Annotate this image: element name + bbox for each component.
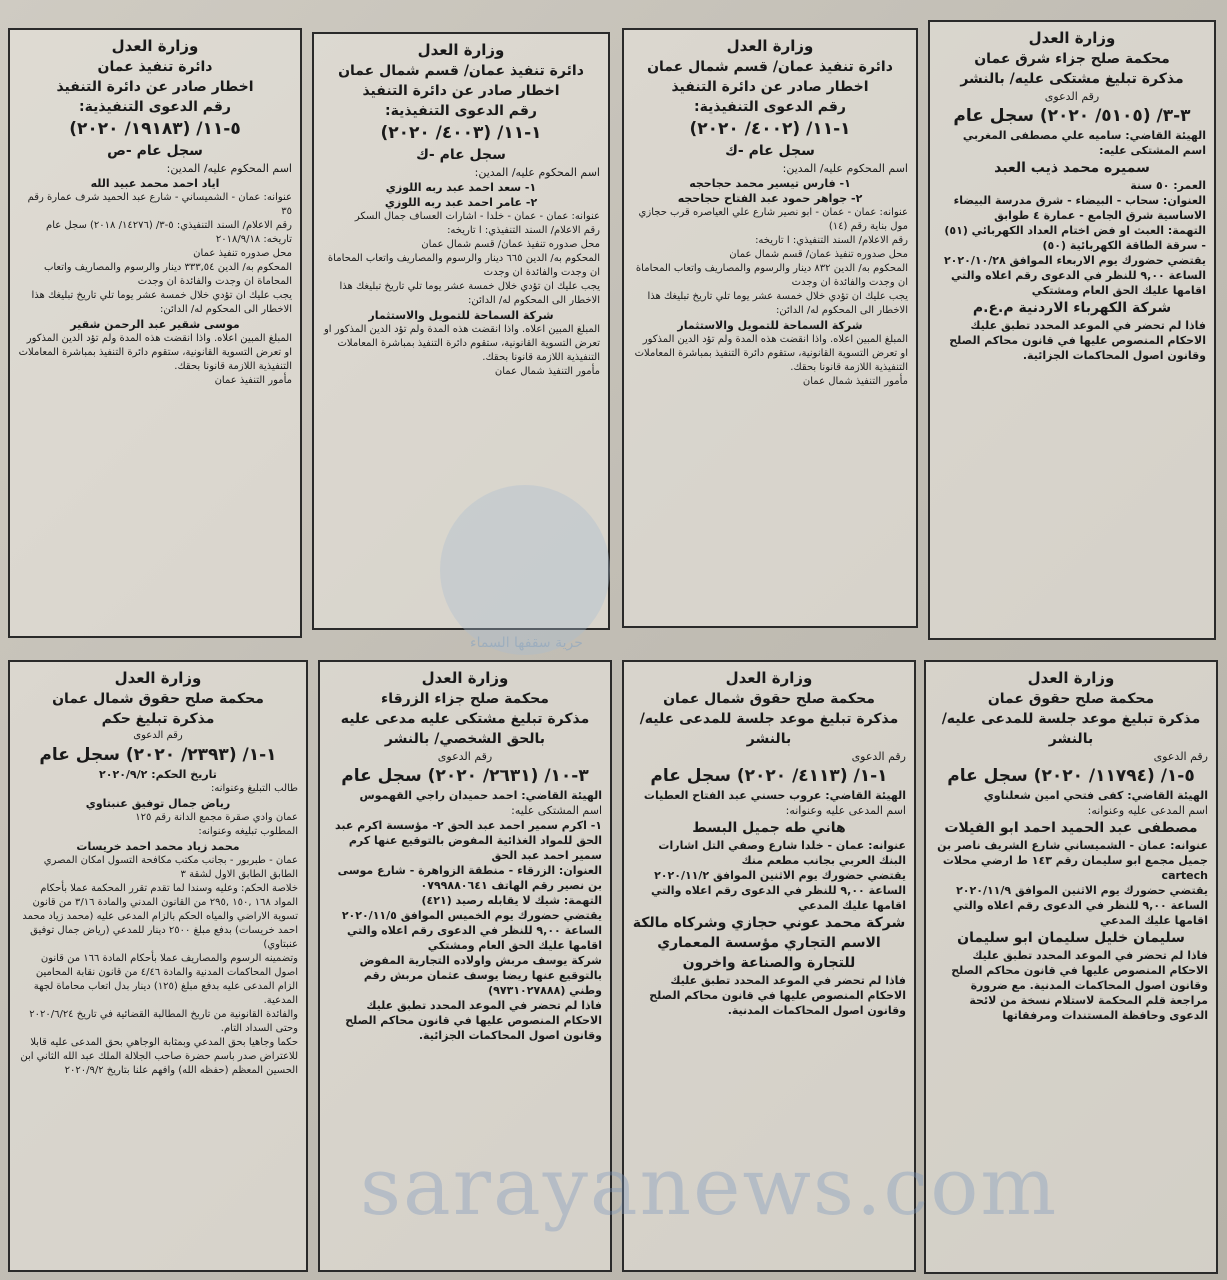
notice-line: يقتضي حضورك يوم الخميس الموافق ٢٠٢٠/١١/٥ الساعة ٩,٠٠ للنظر في الدعوى رقم اعلاه والتي اقامها عليك الحق العام ومشتكي	[341, 909, 602, 952]
notice-line: عمان وادي صقرة مجمع الدانة رقم ١٢٥	[135, 812, 298, 823]
notice-line: مأمور التنفيذ شمال عمان	[802, 376, 908, 387]
notice-line: اسم المحكوم عليه/ المدين:	[474, 166, 600, 179]
notice-execution-amman-19183	[8, 28, 302, 638]
notice-line: يجب عليك ان تؤدي خلال خمسة عشر يوما تلي تاريخ تبليغك هذا الاخطار الى المحكوم له/ الدائن:	[31, 290, 292, 315]
notice-line: ٣-٣/ (٥١٠٥/ ٢٠٢٠) سجل عام	[953, 106, 1191, 126]
notice-line: ١-١/ (٢٣٩٣/ ٢٠٢٠) سجل عام	[39, 745, 277, 765]
notice-line: رقم الدعوى التنفيذية:	[385, 103, 537, 119]
notice-line: والفائدة القانونية من تاريخ المطالبة القضائية في تاريخ ٢٠٢٠/٦/٢٤ وحتى السداد التام.	[29, 1009, 298, 1034]
notice-line: المبلغ المبين اعلاه. واذا انقضت هذه المدة ولم تؤد الدين المذكور او تعرض التسوية القانونية، ستقوم دائرة التنفيذ بمباشرة المعاملات التنفيذية اللازمة قانونا بحقك.	[18, 333, 292, 372]
notice-line: اسم المشتكى عليه:	[1099, 144, 1206, 157]
notice-line: العمر: ٥٠ سنة	[1130, 179, 1206, 192]
notice-line: المحكوم به/ الدين ٦٦٥ دينار والرسوم والمصاريف واتعاب المحاماة ان وجدت والفائدة ان وجدت	[327, 253, 600, 278]
notice-line: ١- اكرم سمير احمد عبد الحق ٢- مؤسسة اكرم عبد الحق للمواد الغذائية المفوض بالتوقيع عنها كرم سمير احمد عبد الحق	[335, 819, 602, 862]
notice-line: مذكرة تبليغ حكم	[101, 711, 215, 727]
notice-line: شركة السماحة للتمويل والاستثمار	[368, 309, 554, 322]
notice-line: مصطفى عبد الحميد احمد ابو الفيلات	[944, 820, 1198, 836]
notice-line: ١- سعد احمد عبد ربه اللوزي	[385, 181, 537, 194]
notice-line: رقم الدعوى	[1044, 90, 1100, 103]
notice-line: الهيئة القاضي: ساميه علي مصطفى المغربي	[962, 129, 1206, 142]
notice-line: محكمة صلح حقوق عمان	[987, 691, 1155, 707]
notice-line: ٥-١١/ (١٩١٨٣/ ٢٠٢٠)	[69, 119, 241, 139]
notice-line: المطلوب تبليغه وعنوانه:	[198, 826, 298, 837]
notice-line: مذكرة تبليغ مشتكى عليه/ بالنشر	[960, 71, 1184, 87]
notice-line: دائرة تنفيذ عمان/ قسم شمال عمان	[647, 59, 893, 75]
notice-line: رقم الدعوى	[1153, 750, 1208, 763]
notice-line: رقم الدعوى	[851, 750, 906, 763]
notice-line: ١-١١/ (٤٠٠٣/ ٢٠٢٠)	[380, 123, 542, 143]
notice-north-amman-judgment-2393	[8, 660, 308, 1272]
notice-line: مذكرة تبليغ موعد جلسة للمدعى عليه/ بالنشر	[639, 711, 899, 747]
notice-line: رقم الدعوى التنفيذية:	[694, 99, 846, 115]
notice-line: مذكرة تبليغ مشتكى عليه مدعى عليه بالحق الشخصي/ بالنشر	[340, 711, 590, 747]
notice-line: ٥-١/ (١١٧٩٤/ ٢٠٢٠) سجل عام	[947, 766, 1195, 786]
notice-line: ١-١١/ (٤٠٠٢/ ٢٠٢٠)	[689, 119, 851, 139]
notice-line: رقم الدعوى التنفيذية:	[79, 99, 231, 115]
notice-line: يجب عليك ان تؤدي خلال خمسة عشر يوما تلي تاريخ تبليغك هذا الاخطار الى المحكوم له/ الدائن:	[339, 281, 600, 306]
notice-line: فاذا لم تحضر في الموعد المحدد تطبق عليك الاحكام المنصوص عليها في قانون محاكم الصلح وقانون اصول المحاكمات الجزائية.	[949, 319, 1206, 362]
notice-line: محكمة صلح جزاء شرق عمان	[974, 51, 1170, 67]
notice-line: وزارة العدل	[725, 669, 813, 687]
notice-line: اخطار صادر عن دائرة التنفيذ	[56, 79, 254, 95]
notice-line: وزارة العدل	[417, 41, 505, 59]
notice-line: اسم المحكوم عليه/ المدين:	[782, 162, 908, 175]
watermark-slogan: حرية سقفها السماء	[470, 635, 583, 651]
notice-line: المحكوم به/ الدين ٣٣٣,٥٤ دينار والرسوم والمصاريف واتعاب المحاماة ان وجدت والفائدة ان وجدت	[43, 262, 292, 287]
notice-line: المبلغ المبين اعلاه. واذا انقضت هذه المدة ولم تؤد الدين المذكور او تعرض التسوية القانونية، ستقوم دائرة التنفيذ بمباشرة المعاملات التنفيذية اللازمة قانونا بحقك.	[323, 324, 600, 363]
notice-line: وزارة العدل	[726, 37, 814, 55]
notice-line: محكمة صلح حقوق شمال عمان	[52, 691, 264, 707]
notice-line: سليمان خليل سليمان ابو سليمان	[957, 930, 1185, 946]
notice-line: اياد احمد محمد عبيد الله	[90, 177, 220, 190]
notice-line: عنوانه: عمان - الشميساني - شارع عبد الحميد شرف عمارة رقم ٣٥	[27, 192, 292, 217]
notice-line: خلاصة الحكم: وعليه وسندا لما تقدم تقرر المحكمة عملا بأحكام المواد ١٦٨ ,١٥٠ ,٢٩٥ من القانون المدني والمادة ٣/١٦ من قانون تسوية الاراضي والمياه الحكم بالزام المدعى عليه (محمد زياد محمد احمد خريسات) بدفع مبلغ ٢٥٠٠ دينار للمدعي (رياض جمال توفيق عنبتاوي)	[22, 883, 298, 950]
notice-line: محكمة صلح حقوق شمال عمان	[663, 691, 875, 707]
notice-line: رقم الدعوى	[133, 730, 183, 741]
notice-line: العنوان: الزرقاء - منطقة الزواهرة - شارع موسى بن نصير رقم الهاتف ٠٧٩٩٨٨٠٦٤١	[337, 864, 602, 892]
notice-line: رقم الاعلام/ السند التنفيذي: ا تاريخه:	[447, 225, 600, 236]
notice-line: محل صدوره تنفيذ عمان/ قسم شمال عمان	[421, 239, 600, 250]
notice-line: هاني طه جميل البسط	[692, 820, 846, 836]
notice-line: محل صدوره تنفيذ عمان/ قسم شمال عمان	[729, 249, 908, 260]
notice-line: التهمة: العبث او فض اختام العداد الكهربائي (٥١) - سرقة الطاقة الكهربائية (٥٠)	[944, 224, 1206, 252]
notice-line: وزارة العدل	[111, 37, 199, 55]
notice-line: الهيئة القاضي: كفى فتحي امين شعلناوي	[983, 789, 1208, 802]
notice-line: اسم المحكوم عليه/ المدين:	[166, 162, 292, 175]
notice-line: ١-١/ (٤١١٣/ ٢٠٢٠) سجل عام	[650, 766, 888, 786]
notice-line: وزارة العدل	[114, 669, 202, 687]
notice-line: سميره محمد ذيب العبد	[994, 160, 1150, 176]
notice-line: اسم المدعى عليه وعنوانه:	[785, 804, 906, 817]
notice-line: مذكرة تبليغ موعد جلسة للمدعى عليه/ بالنشر	[941, 711, 1201, 747]
watermark-logo	[440, 485, 610, 655]
notice-line: الهيئة القاضي: احمد حميدان راجي القهموس	[359, 789, 602, 802]
notice-line: محمد زياد محمد احمد خريسات	[76, 840, 240, 853]
notice-line: موسى شقير عبد الرحمن شقير	[70, 318, 240, 331]
notice-line: دائرة تنفيذ عمان/ قسم شمال عمان	[338, 63, 584, 79]
notice-line: شركة السماحة للتمويل والاستثمار	[677, 319, 863, 332]
notice-line: يقتضي حضورك يوم الاثنين الموافق ٢٠٢٠/١١/٢ الساعة ٩,٠٠ للنظر في الدعوى رقم اعلاه والتي اقامها عليك المدعي	[651, 869, 906, 912]
notice-line: فاذا لم تحضر في الموعد المحدد تطبق عليك الاحكام المنصوص عليها في قانون محاكم الصلح وقانون اصول المحاكمات الجزائية.	[345, 999, 602, 1042]
notice-line: رقم الدعوى	[437, 750, 493, 763]
notice-line: شركة يوسف مربش واولاده التجارية المفوض بالتوقيع عنها ريضا يوسف عثمان مربش رقم وطني (٩٧٣١٠٢٧٨٨٨)	[359, 954, 602, 997]
notice-line: وزارة العدل	[1028, 29, 1116, 47]
notice-line: رقم الاعلام/ السند التنفيذي: ا تاريخه:	[755, 235, 908, 246]
notice-line: مأمور التنفيذ شمال عمان	[494, 366, 600, 377]
notice-line: رقم الاعلام/ السند التنفيذي: ٥-٣/ (١٤٢٧٦/ ٢٠١٨) سجل عام تاريخه: ٢٠١٨/٩/١٨	[46, 220, 292, 245]
notice-line: التهمة: شيك لا يقابله رصيد (٤٢١)	[421, 894, 602, 907]
notice-line: محكمة صلح جزاء الزرقاء	[381, 691, 549, 707]
notice-line: سجل عام -ص	[107, 143, 203, 159]
notice-line: شركة الكهرباء الاردنية م.ع.م	[972, 300, 1172, 316]
notice-line: وتضمينه الرسوم والمصاريف عملا بأحكام المادة ١٦٦ من قانون اصول المحاكمات المدنية والمادة ٤/٤٦ من قانون نقابة المحامين الزام المدعى عليه بدفع مبلغ (١٢٥) دينار بدل اتعاب محاماة لجهة المدعية.	[33, 953, 298, 1006]
notice-line: حكما وجاهيا بحق المدعي وبمثابة الوجاهي بحق المدعى عليه قابلا للاعتراض صدر باسم حضرة صاحب الجلالة الملك عبد الله الثاني ابن الحسين المعظم (حفظه الله) وافهم علنا بتاريخ ٢٠٢٠/٩/٢	[20, 1037, 298, 1076]
notice-line: اخطار صادر عن دائرة التنفيذ	[362, 83, 560, 99]
notice-line: رياض جمال توفيق عنبتاوي	[85, 797, 231, 810]
notice-line: ٣-١٠/ (٢٦٣١/ ٢٠٢٠) سجل عام	[341, 766, 589, 786]
notice-line: اسم المشتكى عليه:	[511, 804, 602, 817]
notice-line: عنوانه: عمان - الشميساني شارع الشريف ناصر بن جميل مجمع ابو سليمان رقم ١٤٣ ط ارضي محلات cartech	[937, 839, 1208, 882]
notice-line: تاريخ الحكم: ٢٠٢٠/٩/٢	[99, 768, 217, 781]
notice-line: فاذا لم تحضر في الموعد المحدد تطبق عليك الاحكام المنصوص عليها في قانون محاكم الصلح وقانون اصول المحاكمات المدنية.	[649, 974, 906, 1017]
notice-line: عنوانه: عمان - عمان - خلدا - اشارات العساف جمال السكر	[354, 211, 600, 222]
notice-line: يجب عليك ان تؤدي خلال خمسة عشر يوما تلي تاريخ تبليغك هذا الاخطار الى المحكوم له/ الدائن:	[647, 291, 908, 316]
notice-line: فاذا لم تحضر في الموعد المحدد تطبق عليك الاحكام المنصوص عليها في قانون محاكم الصلح وقانون اصول المحاكمات المدنية. مع ضرورة مراجعة قلم المحكمة لاستلام نسخة من لائحة الدعوى وحافظة المستندات ومرفقاتها	[951, 949, 1208, 1022]
notice-line: يقتضي حضورك يوم الاثنين الموافق ٢٠٢٠/١١/٩ الساعة ٩,٠٠ للنظر في الدعوى رقم اعلاه والتي اقامها عليك المدعي	[953, 884, 1208, 927]
notice-east-amman-criminal	[928, 20, 1216, 640]
notice-line: عنوانه: عمان - عمان - ابو نصير شارع علي العياصره قرب حجازي مول بناية رقم (١٤)	[638, 207, 908, 232]
notice-line: وزارة العدل	[421, 669, 509, 687]
notice-line: محل صدوره تنفيذ عمان	[193, 248, 292, 259]
notice-line: عمان - طبربور - بجانب مكتب مكافحة التسول امكان المصري الطابق الطابق الاول لشقة ٣	[43, 855, 298, 880]
notice-line: المبلغ المبين اعلاه. واذا انقضت هذه المدة ولم تؤد الدين المذكور او تعرض التسوية القانونية، ستقوم دائرة التنفيذ بمباشرة المعاملات التنفيذية اللازمة قانونا بحقك.	[634, 334, 908, 373]
notice-line: ٢- عامر احمد عبد ربه اللوزي	[384, 196, 538, 209]
notice-line: عنوانه: عمان - خلدا شارع وصفي التل اشارات البنك العربي بجانب مطعم منك	[658, 839, 906, 867]
site-watermark: sarayanews.com	[360, 1140, 1059, 1233]
notice-execution-north-amman-4002	[622, 28, 918, 628]
notice-line: اخطار صادر عن دائرة التنفيذ	[671, 79, 869, 95]
notice-line: الهيئة القاضي: عروب حسني عبد الفتاح العطيات	[643, 789, 906, 802]
notice-line: طالب التبليغ وعنوانه:	[210, 783, 298, 794]
notice-line: المحكوم به/ الدين ٨٣٢ دينار والرسوم والمصاريف واتعاب المحاماة ان وجدت والفائدة ان وجدت	[635, 263, 908, 288]
notice-line: اسم المدعى عليه وعنوانه:	[1087, 804, 1208, 817]
notice-line: وزارة العدل	[1027, 669, 1115, 687]
notice-line: سجل عام -ك	[416, 147, 506, 163]
notice-line: العنوان: سحاب - البيضاء - شرق مدرسة البيضاء الاساسية شرق الجامع - عمارة ٤ طوابق	[953, 194, 1206, 222]
notice-line: ٢- جواهر حمود عبد الفتاح حجاحجه	[677, 192, 863, 205]
notice-line: سجل عام -ك	[725, 143, 815, 159]
notice-line: دائرة تنفيذ عمان	[97, 59, 213, 75]
notice-line: مأمور التنفيذ عمان	[214, 375, 292, 386]
notice-line: شركة محمد عوني حجازي وشركاه مالكة الاسم التجاري مؤسسة المعماري للتجارة والصناعة واخرون	[632, 915, 906, 971]
notice-line: ١- فارس تيسير محمد حجاحجه	[689, 177, 851, 190]
notice-line: يقتضي حضورك يوم الاربعاء الموافق ٢٠٢٠/١٠/٢٨ الساعة ٩,٠٠ للنظر في الدعوى رقم اعلاه والتي اقامها عليك الحق العام ومشتكي	[943, 254, 1206, 297]
